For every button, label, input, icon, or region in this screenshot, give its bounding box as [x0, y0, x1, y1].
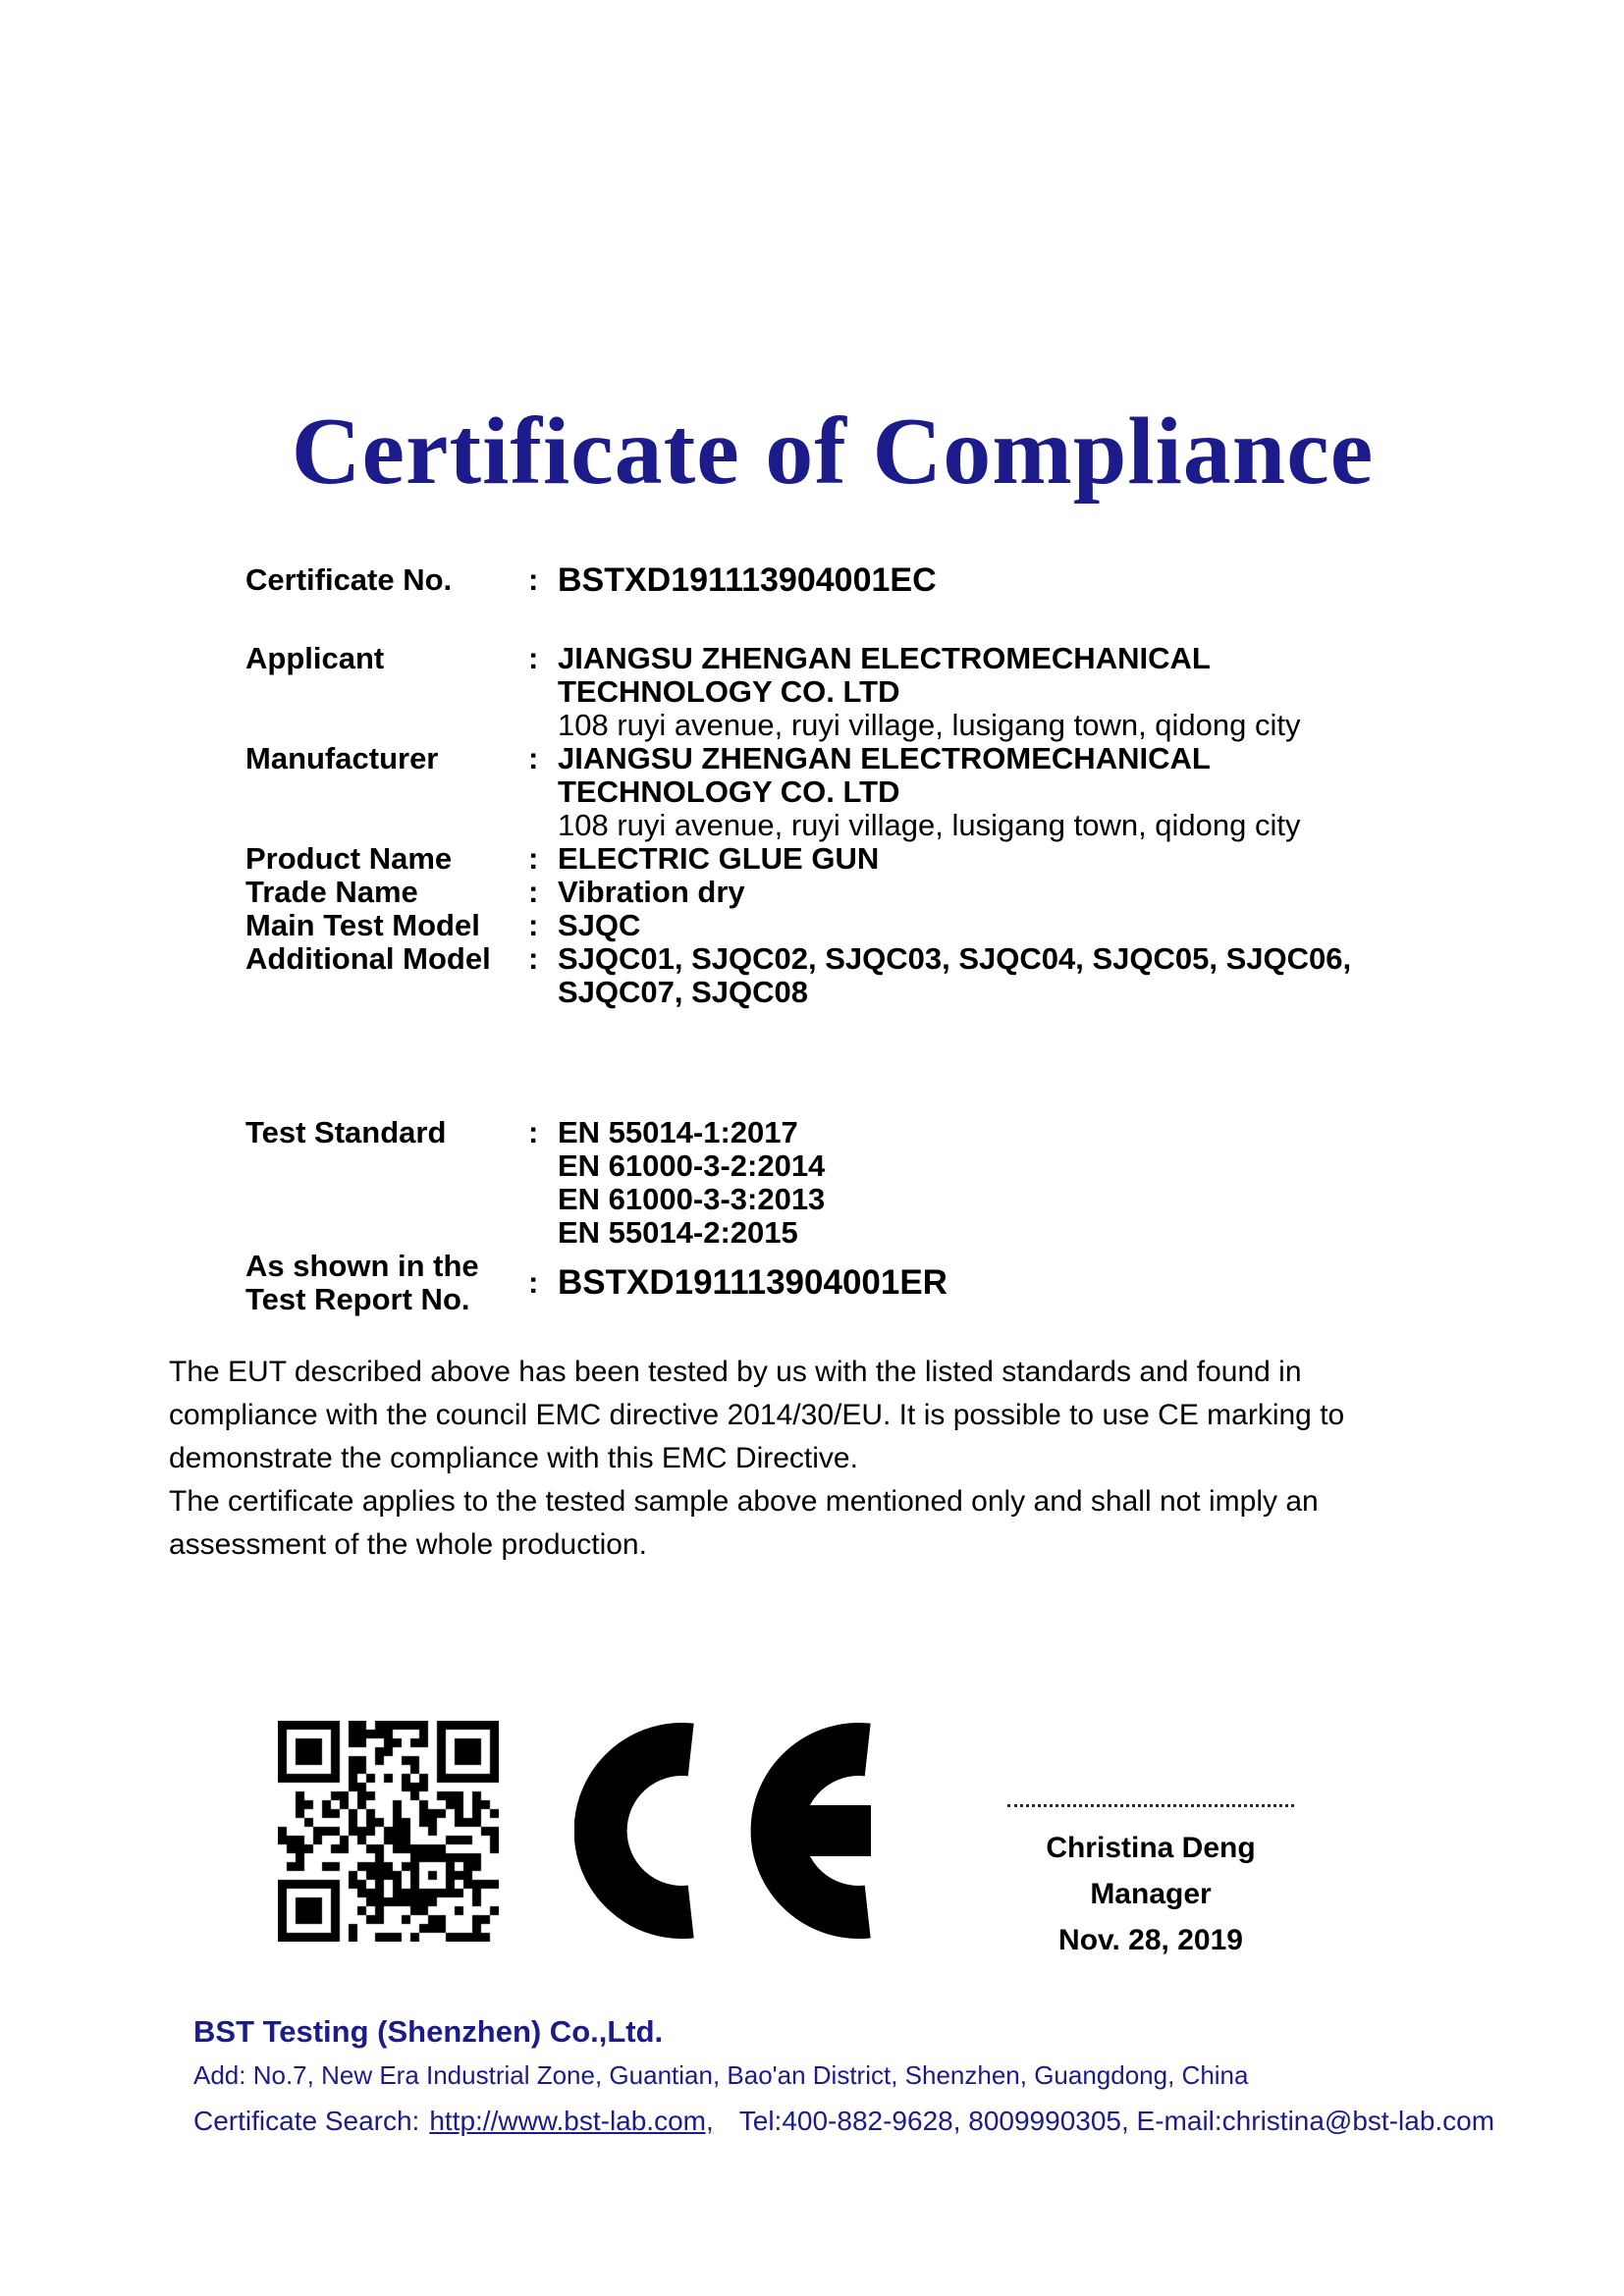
test-standard-line: EN 55014-2:2015	[558, 1215, 798, 1250]
field-label-line: Test Report No.	[245, 1282, 470, 1316]
issuer-contact-info: Tel:400-882-9628, 8009990305, E-mail:christina@bst-lab.com	[738, 2106, 1495, 2136]
signature-date: Nov. 28, 2019	[1058, 1924, 1243, 1956]
field-label: Additional Model	[245, 941, 491, 976]
field-colon: :	[528, 741, 539, 775]
field-row-certificate-no	[245, 563, 1414, 597]
field-colon: :	[528, 941, 539, 976]
certificate-search-label: Certificate Search:	[193, 2106, 420, 2136]
field-label: Product Name	[245, 841, 453, 876]
field-colon: :	[528, 908, 539, 942]
test-standard-line: EN 55014-1:2017	[558, 1115, 798, 1149]
issuer-footer	[193, 2014, 1495, 2137]
field-colon: :	[528, 841, 539, 876]
statement-paragraph-1: The EUT described above has been tested by us with the listed standards and found in compliance with the council EMC directive 2014/30/EU. It is possible to use CE marking to demonstrate the compliance with this EMC Directive.	[169, 1356, 1345, 1474]
field-row-product-name	[245, 842, 1414, 876]
certificate-search-url[interactable]: http://www.bst-lab.com,	[429, 2106, 714, 2136]
field-label: Trade Name	[245, 875, 418, 909]
certificate-number: BSTXD191113904001EC	[558, 561, 937, 599]
test-standard-line: EN 61000-3-2:2014	[558, 1148, 826, 1183]
trade-name: Vibration dry	[558, 875, 745, 909]
signature-dotted-line	[1007, 1804, 1294, 1807]
applicant-name-line: TECHNOLOGY CO. LTD	[558, 674, 900, 709]
signer-role: Manager	[1090, 1878, 1212, 1910]
field-label: Certificate No.	[245, 562, 453, 597]
issuer-address: Add: No.7, New Era Industrial Zone, Guantian, Bao'an District, Shenzhen, Guangdong, China	[193, 2060, 1249, 2090]
field-label: Manufacturer	[245, 741, 439, 775]
signature-block	[1000, 1804, 1302, 1956]
field-row-manufacturer	[245, 742, 1414, 842]
manufacturer-address: 108 ruyi avenue, ruyi village, lusigang town, qidong city	[558, 808, 1301, 842]
product-name: ELECTRIC GLUE GUN	[558, 841, 880, 876]
compliance-statement	[169, 1351, 1447, 1567]
ce-mark-icon	[574, 1723, 874, 1939]
manufacturer-name-line: JIANGSU ZHENGAN ELECTROMECHANICAL	[558, 741, 1211, 775]
field-label: Test Standard	[245, 1115, 447, 1149]
field-label-line: As shown in the	[245, 1249, 479, 1283]
field-colon: :	[528, 641, 539, 675]
field-row-additional-model	[245, 942, 1414, 1009]
certificate-fields	[245, 563, 1414, 1316]
qr-code	[278, 1721, 499, 1942]
certificate-search-line	[193, 2106, 1495, 2137]
additional-model-line: SJQC01, SJQC02, SJQC03, SJQC04, SJQC05, SJQC06,	[558, 941, 1352, 976]
test-report-number: BSTXD191113904001ER	[558, 1263, 947, 1302]
field-label: Applicant	[245, 641, 385, 675]
field-colon: :	[528, 1115, 539, 1149]
field-row-test-report-no	[245, 1250, 1414, 1316]
field-colon: :	[528, 875, 539, 909]
page-title: Certificate of Compliance	[291, 399, 1375, 505]
additional-model-line: SJQC07, SJQC08	[558, 975, 809, 1009]
field-label: Main Test Model	[245, 908, 480, 942]
issuer-company-name: BST Testing (Shenzhen) Co.,Ltd.	[193, 2014, 664, 2049]
applicant-name-line: JIANGSU ZHENGAN ELECTROMECHANICAL	[558, 641, 1211, 675]
applicant-address: 108 ruyi avenue, ruyi village, lusigang town, qidong city	[558, 708, 1301, 742]
field-row-main-test-model	[245, 909, 1414, 942]
field-label	[245, 1250, 528, 1316]
field-row-test-standard	[245, 1116, 1414, 1250]
manufacturer-name-line: TECHNOLOGY CO. LTD	[558, 774, 900, 809]
statement-paragraph-2: The certificate applies to the tested sample above mentioned only and shall not imply an assessment of the whole production.	[169, 1485, 1319, 1561]
field-colon: :	[528, 1265, 539, 1300]
field-colon: :	[528, 562, 539, 597]
main-test-model: SJQC	[558, 908, 641, 942]
field-row-applicant	[245, 642, 1414, 742]
field-row-trade-name	[245, 876, 1414, 909]
signer-name: Christina Deng	[1046, 1832, 1256, 1864]
test-standard-line: EN 61000-3-3:2013	[558, 1182, 826, 1216]
